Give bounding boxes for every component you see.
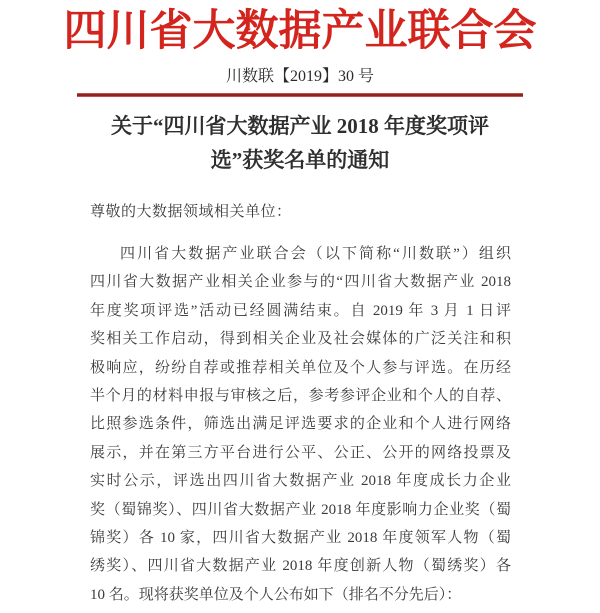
body-line: 锦奖）各 10 家，四川省大数据产业 2018 年度领军人物（蜀	[90, 530, 511, 547]
body-line: 奖相关工作启动，得到相关企业及社会媒体的广泛关注和积	[90, 331, 511, 348]
red-divider-rule	[77, 93, 523, 97]
body-line: 年度奖项评选”活动已经圆满结束。自 2019 年 3 月 1 日评	[90, 302, 511, 319]
notice-title	[80, 109, 520, 177]
org-name: 四川省大数据产业联合会	[63, 8, 537, 55]
body-line: 实时公示，评选出四川省大数据产业 2018 年度成长力企业	[90, 473, 511, 490]
body-line: 展示，并在第三方平台进行公平、公正、公开的网络投票及	[90, 444, 511, 461]
body-line: 10 名。现将获奖单位及个人公布如下（排名不分先后）：	[90, 586, 462, 603]
notice-title-line: 选”获奖名单的通知	[210, 148, 390, 172]
notice-body	[90, 240, 511, 609]
body-line: 绣奖）、四川省大数据产业 2018 年度创新人物（蜀绣奖）各	[90, 558, 511, 575]
doc-number: 川数联【2019】30 号	[225, 68, 374, 85]
body-line: 四川省大数据产业相关企业参与的“四川省大数据产业 2018	[90, 274, 511, 291]
body-line: 四川省大数据产业联合会（以下简称“川数联”）组织	[120, 246, 511, 262]
body-line: 极响应，纷纷自荐或推荐相关单位及个人参与评选。在历经	[90, 359, 511, 376]
body-line: 比照参选条件，筛选出满足评选要求的企业和个人进行网络	[90, 416, 511, 433]
notice-title-line: 关于“四川省大数据产业 2018 年度奖项评	[111, 114, 489, 138]
body-line: 半个月的材料申报与审核之后，参考参评企业和个人的自荐、	[90, 388, 511, 405]
salutation: 尊敬的大数据领域相关单位：	[90, 204, 292, 220]
body-line: 奖（蜀锦奖）、四川省大数据产业 2018 年度影响力企业奖（蜀	[90, 501, 511, 518]
